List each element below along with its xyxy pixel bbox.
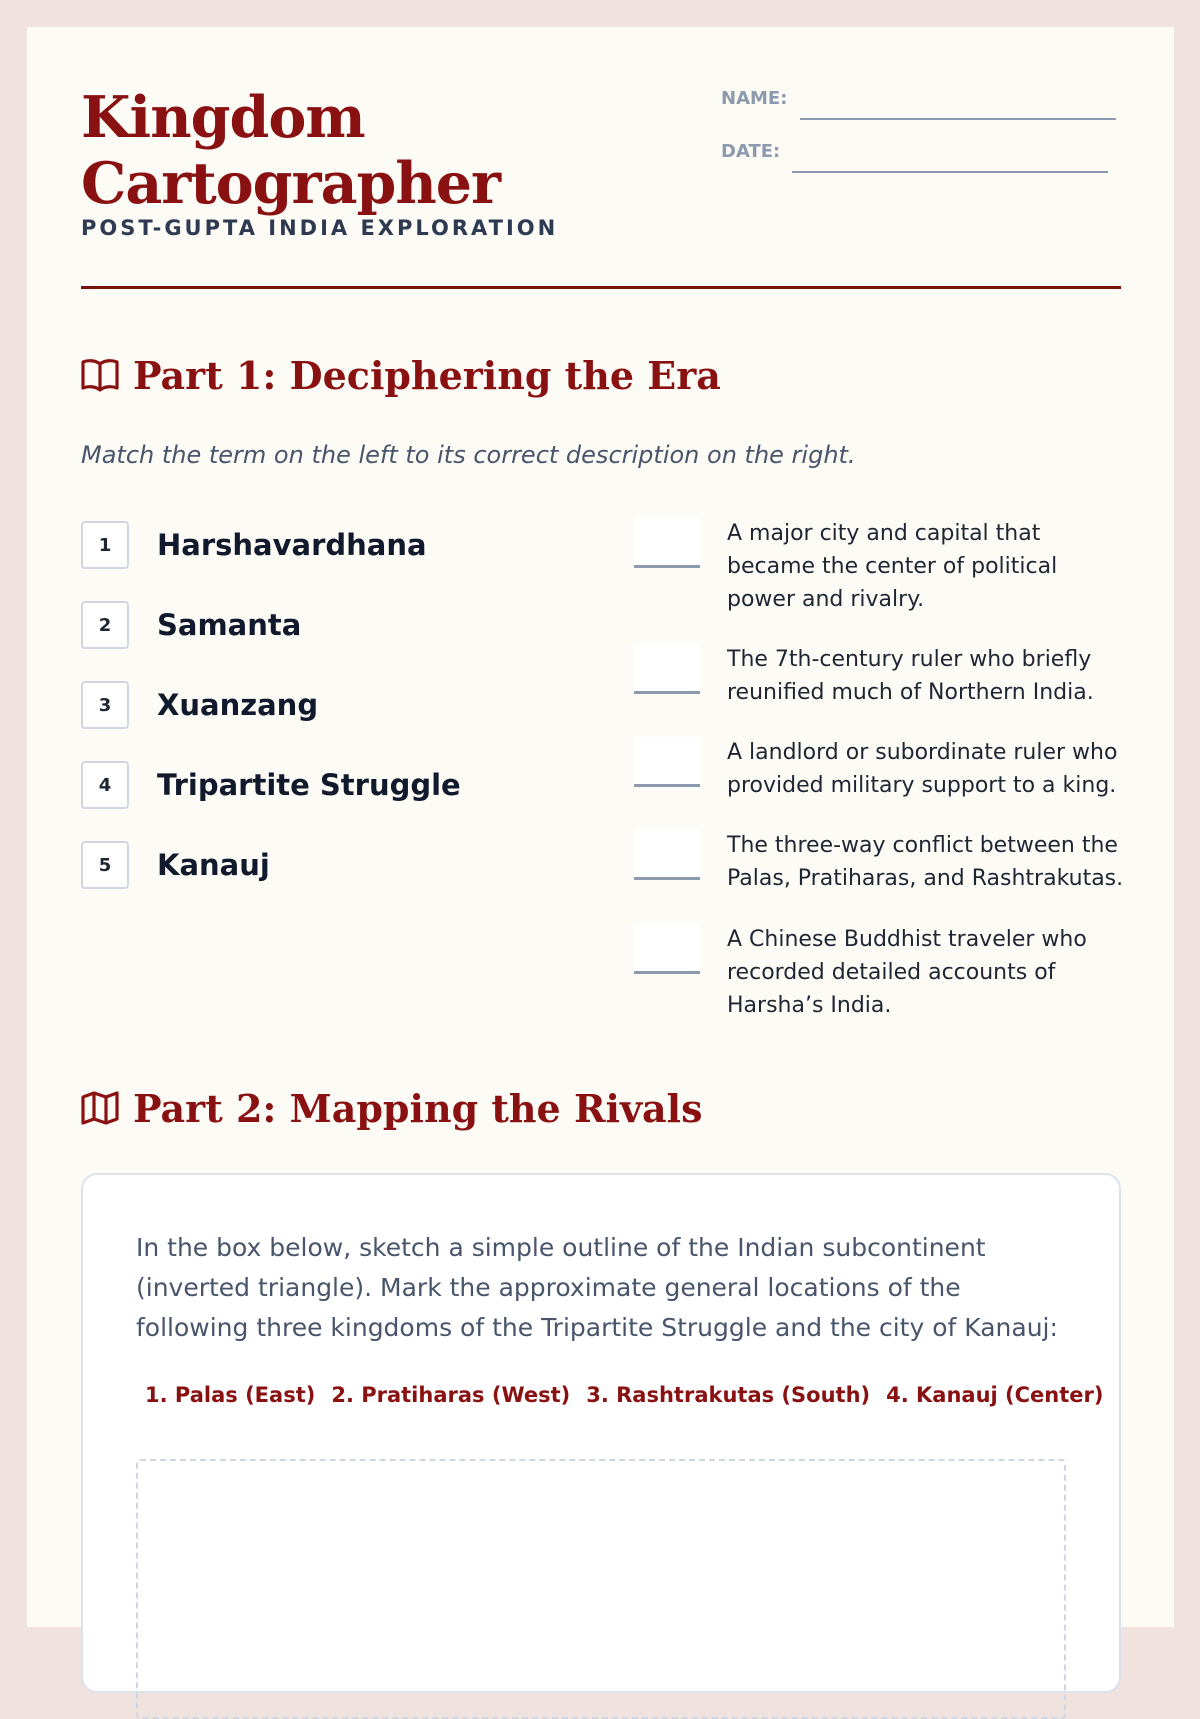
open-book-icon [81, 358, 119, 392]
term-row [81, 759, 461, 811]
term-label: Xuanzang [157, 688, 319, 722]
legend-item-kanauj: 4. Kanauj (Center) [886, 1383, 1104, 1407]
term-row [81, 679, 318, 731]
part1-heading [81, 353, 721, 398]
term-number: 4 [81, 761, 129, 809]
description-text: A major city and capital that became the center of political power and rivalry. [727, 521, 1058, 612]
term-number: 5 [81, 841, 129, 889]
worksheet-subtitle: POST-GUPTA INDIA EXPLORATION [81, 216, 559, 240]
title-line-2: Cartographer [81, 150, 501, 217]
part2-title: Part 2: Mapping the Rivals [133, 1086, 703, 1131]
term-label: Tripartite Struggle [157, 768, 461, 802]
description-text: A Chinese Buddhist traveler who recorded detailed accounts of Harsha’s India. [727, 927, 1087, 1018]
term-label: Kanauj [157, 848, 270, 882]
description-text: The three-way conflict between the Palas, Pratiharas, and Rashtrakutas. [727, 833, 1124, 891]
answer-blank[interactable] [634, 830, 700, 880]
term-row [81, 839, 270, 891]
term-row [81, 599, 301, 651]
term-row [81, 519, 427, 571]
worksheet-title [81, 85, 500, 217]
kingdom-legend [145, 1383, 1104, 1407]
term-number: 2 [81, 601, 129, 649]
term-label: Samanta [157, 608, 302, 642]
title-line-1: Kingdom [81, 84, 365, 151]
term-label: Harshavardhana [157, 528, 427, 562]
legend-item-rashtrakutas: 3. Rashtrakutas (South) [586, 1383, 871, 1407]
description-text: A landlord or subordinate ruler who provided military support to a king. [727, 740, 1118, 798]
mapping-card [81, 1173, 1121, 1693]
map-icon [81, 1091, 119, 1125]
worksheet-page [27, 27, 1174, 1627]
answer-blank[interactable] [634, 518, 700, 568]
part1-instructions: Match the term on the left to its correct description on the right. [81, 441, 856, 469]
answer-blank[interactable] [634, 644, 700, 694]
legend-item-palas: 1. Palas (East) [145, 1383, 316, 1407]
sketch-area[interactable] [136, 1459, 1066, 1719]
answer-blank[interactable] [634, 737, 700, 787]
part2-heading [81, 1086, 703, 1131]
answer-blank[interactable] [634, 924, 700, 974]
date-label: DATE: [721, 141, 781, 162]
mapping-instructions: In the box below, sketch a simple outline of the Indian subcontinent (inverted triangle). Mark the approximate general locations of the following three kingdoms of the Tripartite Struggle and the city of Kanauj: [136, 1233, 1058, 1342]
description-text: The 7th-century ruler who briefly reunified much of Northern India. [727, 647, 1094, 705]
header-divider [81, 286, 1121, 289]
name-label: NAME: [721, 88, 788, 109]
part1-title: Part 1: Deciphering the Era [133, 353, 721, 398]
date-field[interactable] [792, 171, 1108, 173]
term-number: 3 [81, 681, 129, 729]
legend-item-pratiharas: 2. Pratiharas (West) [331, 1383, 571, 1407]
term-number: 1 [81, 521, 129, 569]
name-field[interactable] [800, 118, 1116, 120]
